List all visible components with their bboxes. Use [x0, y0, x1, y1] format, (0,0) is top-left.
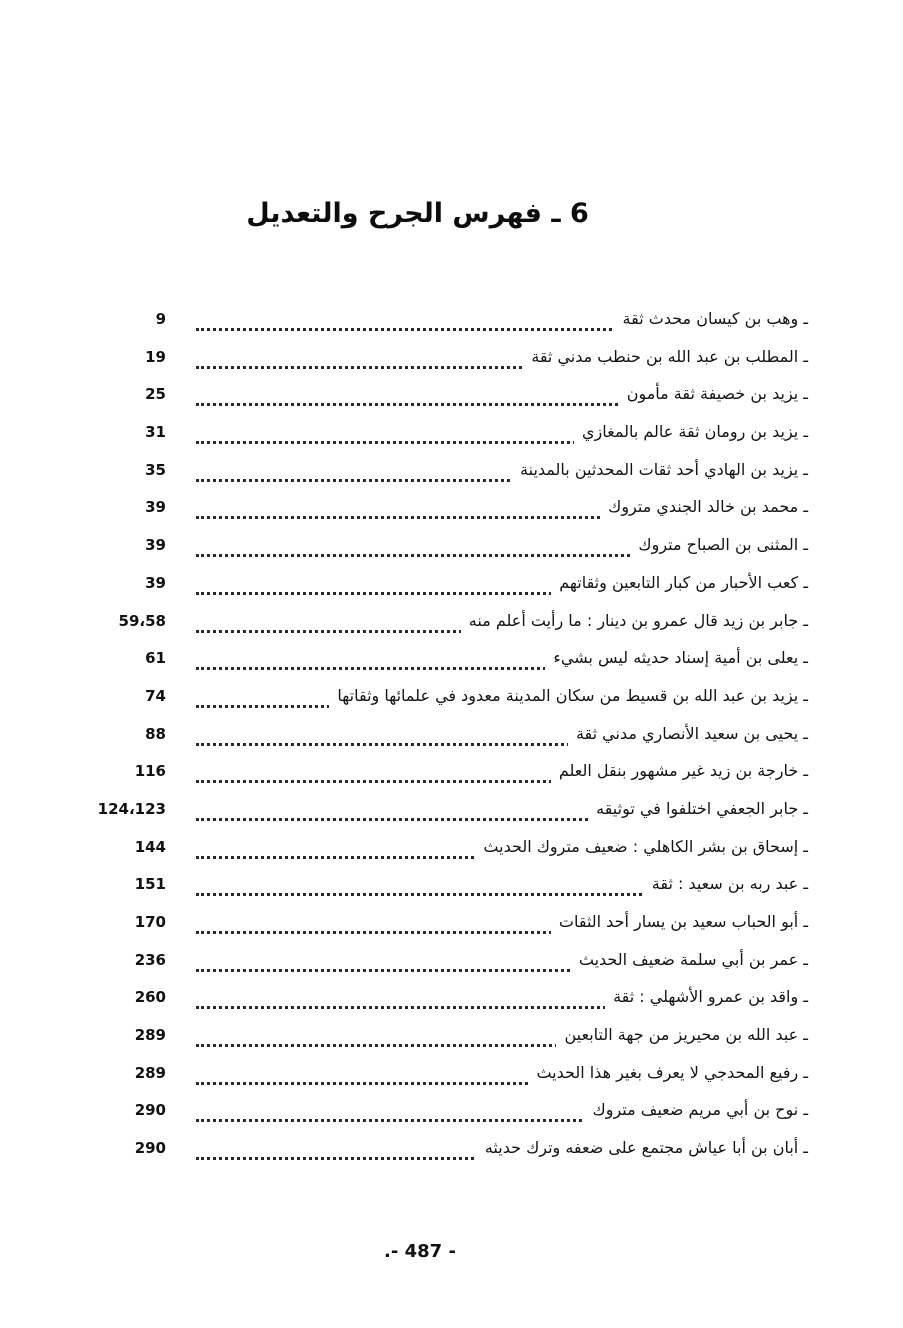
entry-narrator-text: ـ أبان بن أبا عياش مجتمع على ضعفه وترك حديثه: [477, 1135, 808, 1161]
entry-narrator-text: ـ إسحاق بن بشر الكاهلي : ضعيف متروك الحديث: [475, 834, 808, 860]
index-entry: [0, 717, 903, 755]
entry-narrator-text: ـ واقد بن عمرو الأشهلي : ثقة: [605, 984, 808, 1010]
entry-narrator-text: ـ يزيد بن خصيفة ثقة مأمون: [619, 381, 808, 407]
entry-page-ref: 144: [134, 837, 166, 856]
entry-page-ref: 39: [145, 536, 166, 555]
entry-page-ref: 74: [145, 686, 166, 705]
index-entry: [0, 377, 903, 415]
entry-page-ref: 289: [134, 1026, 166, 1045]
index-entry: [0, 943, 903, 981]
index-entry: [0, 905, 903, 943]
entry-narrator-text: ـ يحيى بن سعيد الأنصاري مدني ثقة: [568, 721, 808, 747]
index-entry: [0, 566, 903, 604]
entry-page-ref: 39: [145, 573, 166, 592]
index-entry: [0, 1056, 903, 1094]
index-entry: [0, 1131, 903, 1169]
entry-page-ref: 151: [134, 875, 166, 894]
index-entry: [0, 754, 903, 792]
index-entry: [0, 490, 903, 528]
entry-page-ref: 19: [145, 347, 166, 366]
index-entry: [0, 453, 903, 491]
page-title: 6 ـ فهرس الجرح والتعديل: [246, 198, 589, 230]
entry-narrator-text: ـ كعب الأحبار من كبار التابعين وثقاتهم: [551, 570, 808, 596]
entry-page-ref: 59،58: [118, 611, 166, 630]
entry-narrator-text: ـ يزيد بن الهادي أحد ثقات المحدثين بالمدينة: [512, 457, 808, 483]
entry-narrator-text: ـ يعلى بن أمية إسناد حديثه ليس بشيء: [545, 645, 808, 671]
index-entry: [0, 528, 903, 566]
index-entry: [0, 792, 903, 830]
index-entry: [0, 980, 903, 1018]
entry-page-ref: 61: [145, 649, 166, 668]
entry-narrator-text: ـ عمر بن أبي سلمة ضعيف الحديث: [571, 947, 808, 973]
entry-narrator-text: ـ أبو الحباب سعيد بن يسار أحد الثقات: [551, 909, 808, 935]
entry-page-ref: 116: [134, 762, 166, 781]
entry-narrator-text: ـ عبد الله بن محيريز من جهة التابعين: [556, 1022, 808, 1048]
entry-narrator-text: ـ خارجة بن زيد غير مشهور بنقل العلم: [551, 758, 808, 784]
entry-page-ref: 260: [134, 988, 166, 1007]
index-list: [0, 302, 903, 1169]
index-entry: [0, 641, 903, 679]
index-entry: [0, 1093, 903, 1131]
index-entry: [0, 415, 903, 453]
entry-narrator-text: ـ المثنى بن الصباح متروك: [630, 532, 808, 558]
entry-narrator-text: ـ جابر الجعفي اختلفوا في توثيقه: [588, 796, 808, 822]
entry-narrator-text: ـ المطلب بن عبد الله بن حنطب مدني ثقة: [523, 344, 808, 370]
index-entry: [0, 1018, 903, 1056]
entry-narrator-text: ـ رفيع المحدجي لا يعرف بغير هذا الحديث: [528, 1060, 808, 1086]
entry-narrator-text: ـ يزيد بن عبد الله بن قسيط من سكان المدينة معدود في علمائها وثقاتها: [329, 683, 808, 709]
entry-page-ref: 236: [134, 950, 166, 969]
entry-page-ref: 31: [145, 423, 166, 442]
index-entry: [0, 302, 903, 340]
entry-page-ref: 290: [134, 1101, 166, 1120]
entry-page-ref: 35: [145, 460, 166, 479]
entry-page-ref: 289: [134, 1063, 166, 1082]
entry-page-ref: 39: [145, 498, 166, 517]
entry-page-ref: 170: [134, 913, 166, 931]
index-entry: [0, 679, 903, 717]
entry-page-ref: 88: [145, 724, 166, 743]
entry-page-ref: 9: [155, 310, 166, 328]
index-entry: [0, 867, 903, 905]
page-number: .- 487 -: [384, 1241, 456, 1262]
entry-narrator-text: ـ يزيد بن رومان ثقة عالم بالمغازي: [574, 419, 808, 445]
index-entry: [0, 340, 903, 378]
entry-page-ref: 25: [145, 385, 166, 404]
entry-narrator-text: ـ محمد بن خالد الجندي متروك: [600, 494, 808, 520]
index-entry: [0, 604, 903, 642]
entry-page-ref: 124،123: [97, 799, 166, 818]
index-entry: [0, 830, 903, 868]
entry-narrator-text: ـ جابر بن زيد قال عمرو بن دينار : ما رأيت أعلم منه: [461, 608, 808, 634]
entry-narrator-text: ـ نوح بن أبي مريم ضعيف متروك: [585, 1097, 808, 1123]
entry-narrator-text: ـ عبد ربه بن سعيد : ثقة: [644, 871, 808, 897]
entry-page-ref: 290: [134, 1139, 166, 1158]
entry-narrator-text: ـ وهب بن كيسان محدث ثقة: [615, 306, 808, 332]
